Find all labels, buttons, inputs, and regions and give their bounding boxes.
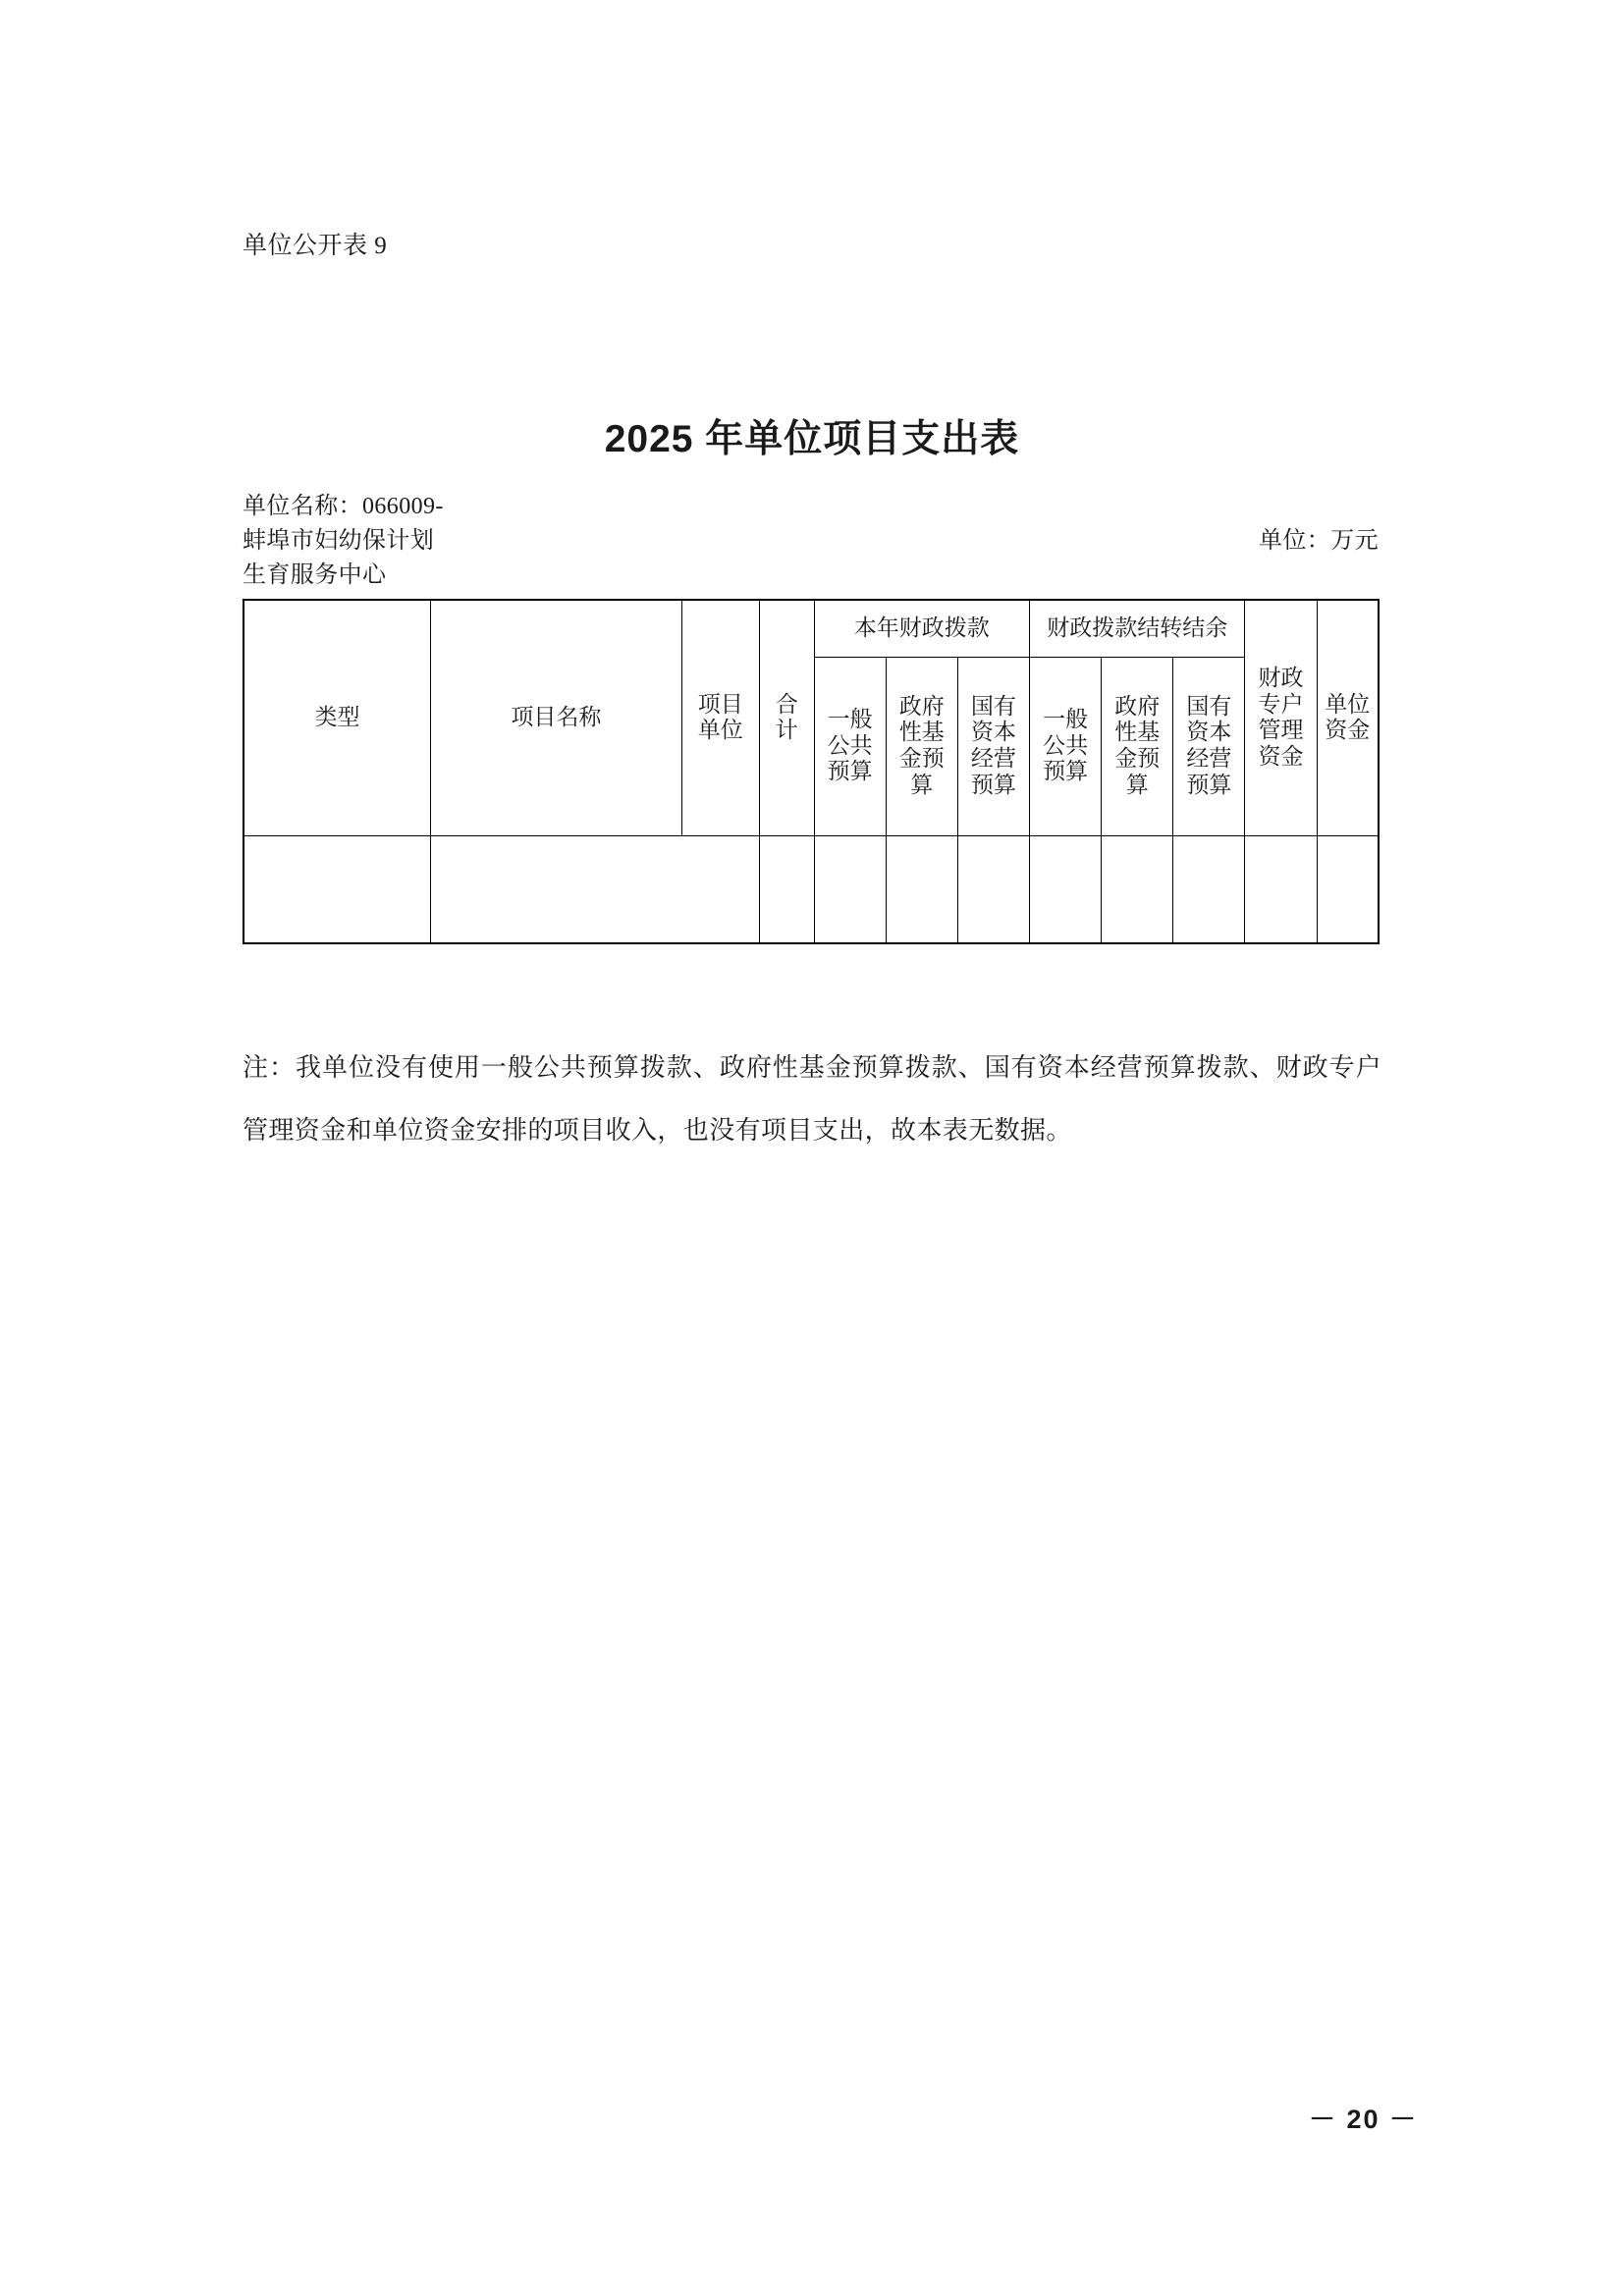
header-label-general-public-budget-carryover: 一般公共预算 — [1043, 706, 1089, 784]
header-cell-gov-fund-budget-current — [886, 657, 957, 835]
unit-name-block — [243, 490, 537, 593]
header-label-project-name: 项目名称 — [511, 704, 602, 729]
cell-soe-capital-budget-carryover — [1173, 835, 1245, 943]
header-cell-soe-capital-budget-current — [957, 657, 1029, 835]
header-label-soe-capital-budget-carryover: 国有资本经营预算 — [1186, 693, 1232, 797]
cell-gov-fund-budget-current — [886, 835, 957, 943]
header-cell-fiscal-special-account-funds — [1245, 600, 1317, 835]
cell-project-unit — [681, 835, 759, 943]
header-group-fiscal-appropriation-carryover-balance — [1030, 600, 1245, 657]
header-cell-project-name — [431, 600, 682, 835]
header-cell-soe-capital-budget-carryover — [1173, 657, 1245, 835]
header-cell-project-unit — [681, 600, 759, 835]
header-label-soe-capital-budget-current: 国有资本经营预算 — [970, 693, 1016, 797]
page-title: 2025 年单位项目支出表 — [604, 418, 1020, 460]
project-expenditure-table-wrapper — [243, 599, 1380, 944]
table-header-group-row — [244, 600, 1379, 657]
header-group-label-current-year: 本年财政拨款 — [853, 614, 990, 640]
unit-name-line-1: 单位名称：066009- — [243, 494, 444, 519]
header-cell-unit-funds — [1317, 600, 1379, 835]
header-group-current-year-fiscal-appropriation — [814, 600, 1029, 657]
table-note: 注：我单位没有使用一般公共预算拨款、政府性基金预算拨款、国有资本经营预算拨款、财政专户管理资金和单位资金安排的项目收入，也没有项目支出，故本表无数据。 — [243, 1053, 1381, 1145]
table-row — [244, 835, 1379, 943]
cell-general-public-budget-current — [814, 835, 886, 943]
page-number: － 20 － — [1308, 2105, 1418, 2134]
cell-fiscal-special-account-funds — [1245, 835, 1317, 943]
header-group-label-carryover: 财政拨款结转结余 — [1047, 614, 1228, 640]
header-cell-type — [244, 600, 431, 835]
header-cell-gov-fund-budget-carryover — [1102, 657, 1173, 835]
header-cell-general-public-budget-current — [814, 657, 886, 835]
header-label-type: 类型 — [314, 704, 360, 729]
header-label-fiscal-special-account-funds: 财政专户管理资金 — [1258, 665, 1304, 769]
cell-soe-capital-budget-current — [957, 835, 1029, 943]
header-label-gov-fund-budget-current: 政府性基金预算 — [898, 693, 945, 797]
cell-project-name — [431, 835, 682, 943]
cell-general-public-budget-carryover — [1030, 835, 1102, 943]
header-label-unit-funds: 单位资金 — [1325, 691, 1371, 743]
cell-gov-fund-budget-carryover — [1102, 835, 1173, 943]
project-expenditure-table — [243, 599, 1380, 944]
header-label-project-unit: 项目单位 — [697, 691, 743, 743]
header-label-gov-fund-budget-carryover: 政府性基金预算 — [1114, 693, 1161, 797]
header-cell-total — [759, 600, 814, 835]
header-label-total: 合计 — [775, 691, 798, 743]
cell-type — [244, 835, 431, 943]
header-label-general-public-budget-current: 一般公共预算 — [827, 706, 873, 784]
cell-total — [759, 835, 814, 943]
cell-unit-funds — [1317, 835, 1379, 943]
unit-name-line-2: 蚌埠市妇幼保计划 — [243, 528, 435, 554]
table-body — [244, 835, 1379, 943]
unit-name-line-3: 生育服务中心 — [243, 562, 387, 588]
unit-of-measure: 单位：万元 — [1259, 528, 1379, 554]
sheet-label: 单位公开表 9 — [243, 233, 388, 259]
header-cell-general-public-budget-carryover — [1030, 657, 1102, 835]
